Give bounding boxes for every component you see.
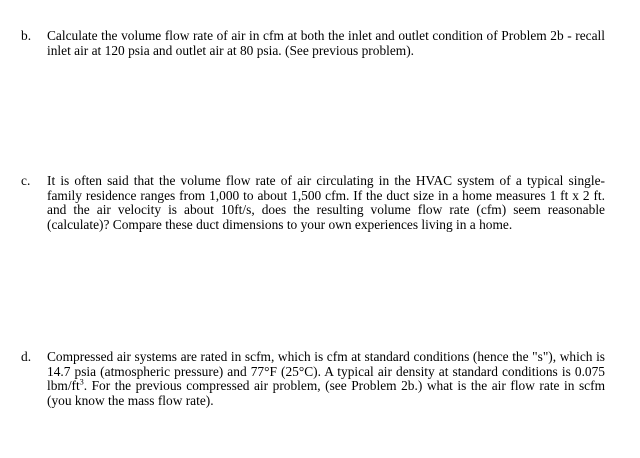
problem-marker: b. [21, 28, 32, 43]
superscript: 3 [79, 377, 84, 387]
problem-d [21, 350, 605, 408]
problem-c [21, 174, 605, 232]
problem-marker: d. [21, 349, 32, 364]
problem-text-part: Compressed air systems are rated in scfm, which is cfm at standard conditions (hence the "s"), which is 14.7 psia (atmospheric pressure) and 77°F (25°C). A typical air density at standard conditions is 0.075 lbm/ft [47, 349, 605, 394]
problem-b [21, 29, 605, 58]
problem-text-part: . For the previous compressed air problem, (see Problem 2b.) what is the air flow rate in scfm (you know the mass flow rate). [47, 378, 605, 408]
problem-marker: c. [21, 173, 31, 188]
problem-text: It is often said that the volume flow rate of air circulating in the HVAC system of a typical single-family residence ranges from 1,000 to about 1,500 cfm. If the duct size in a home measures 1 ft x 2 ft. and the air velocity is about 10ft/s, does the resulting volume flow rate (cfm) seem reasonable (calculate)? Compare these duct dimensions to your own experiences living in a home. [47, 173, 605, 232]
problem-text: Calculate the volume flow rate of air in cfm at both the inlet and outlet condition of Problem 2b - recall inlet air at 120 psia and outlet air at 80 psia. (See previous problem). [47, 28, 605, 58]
problem-text [47, 350, 605, 408]
